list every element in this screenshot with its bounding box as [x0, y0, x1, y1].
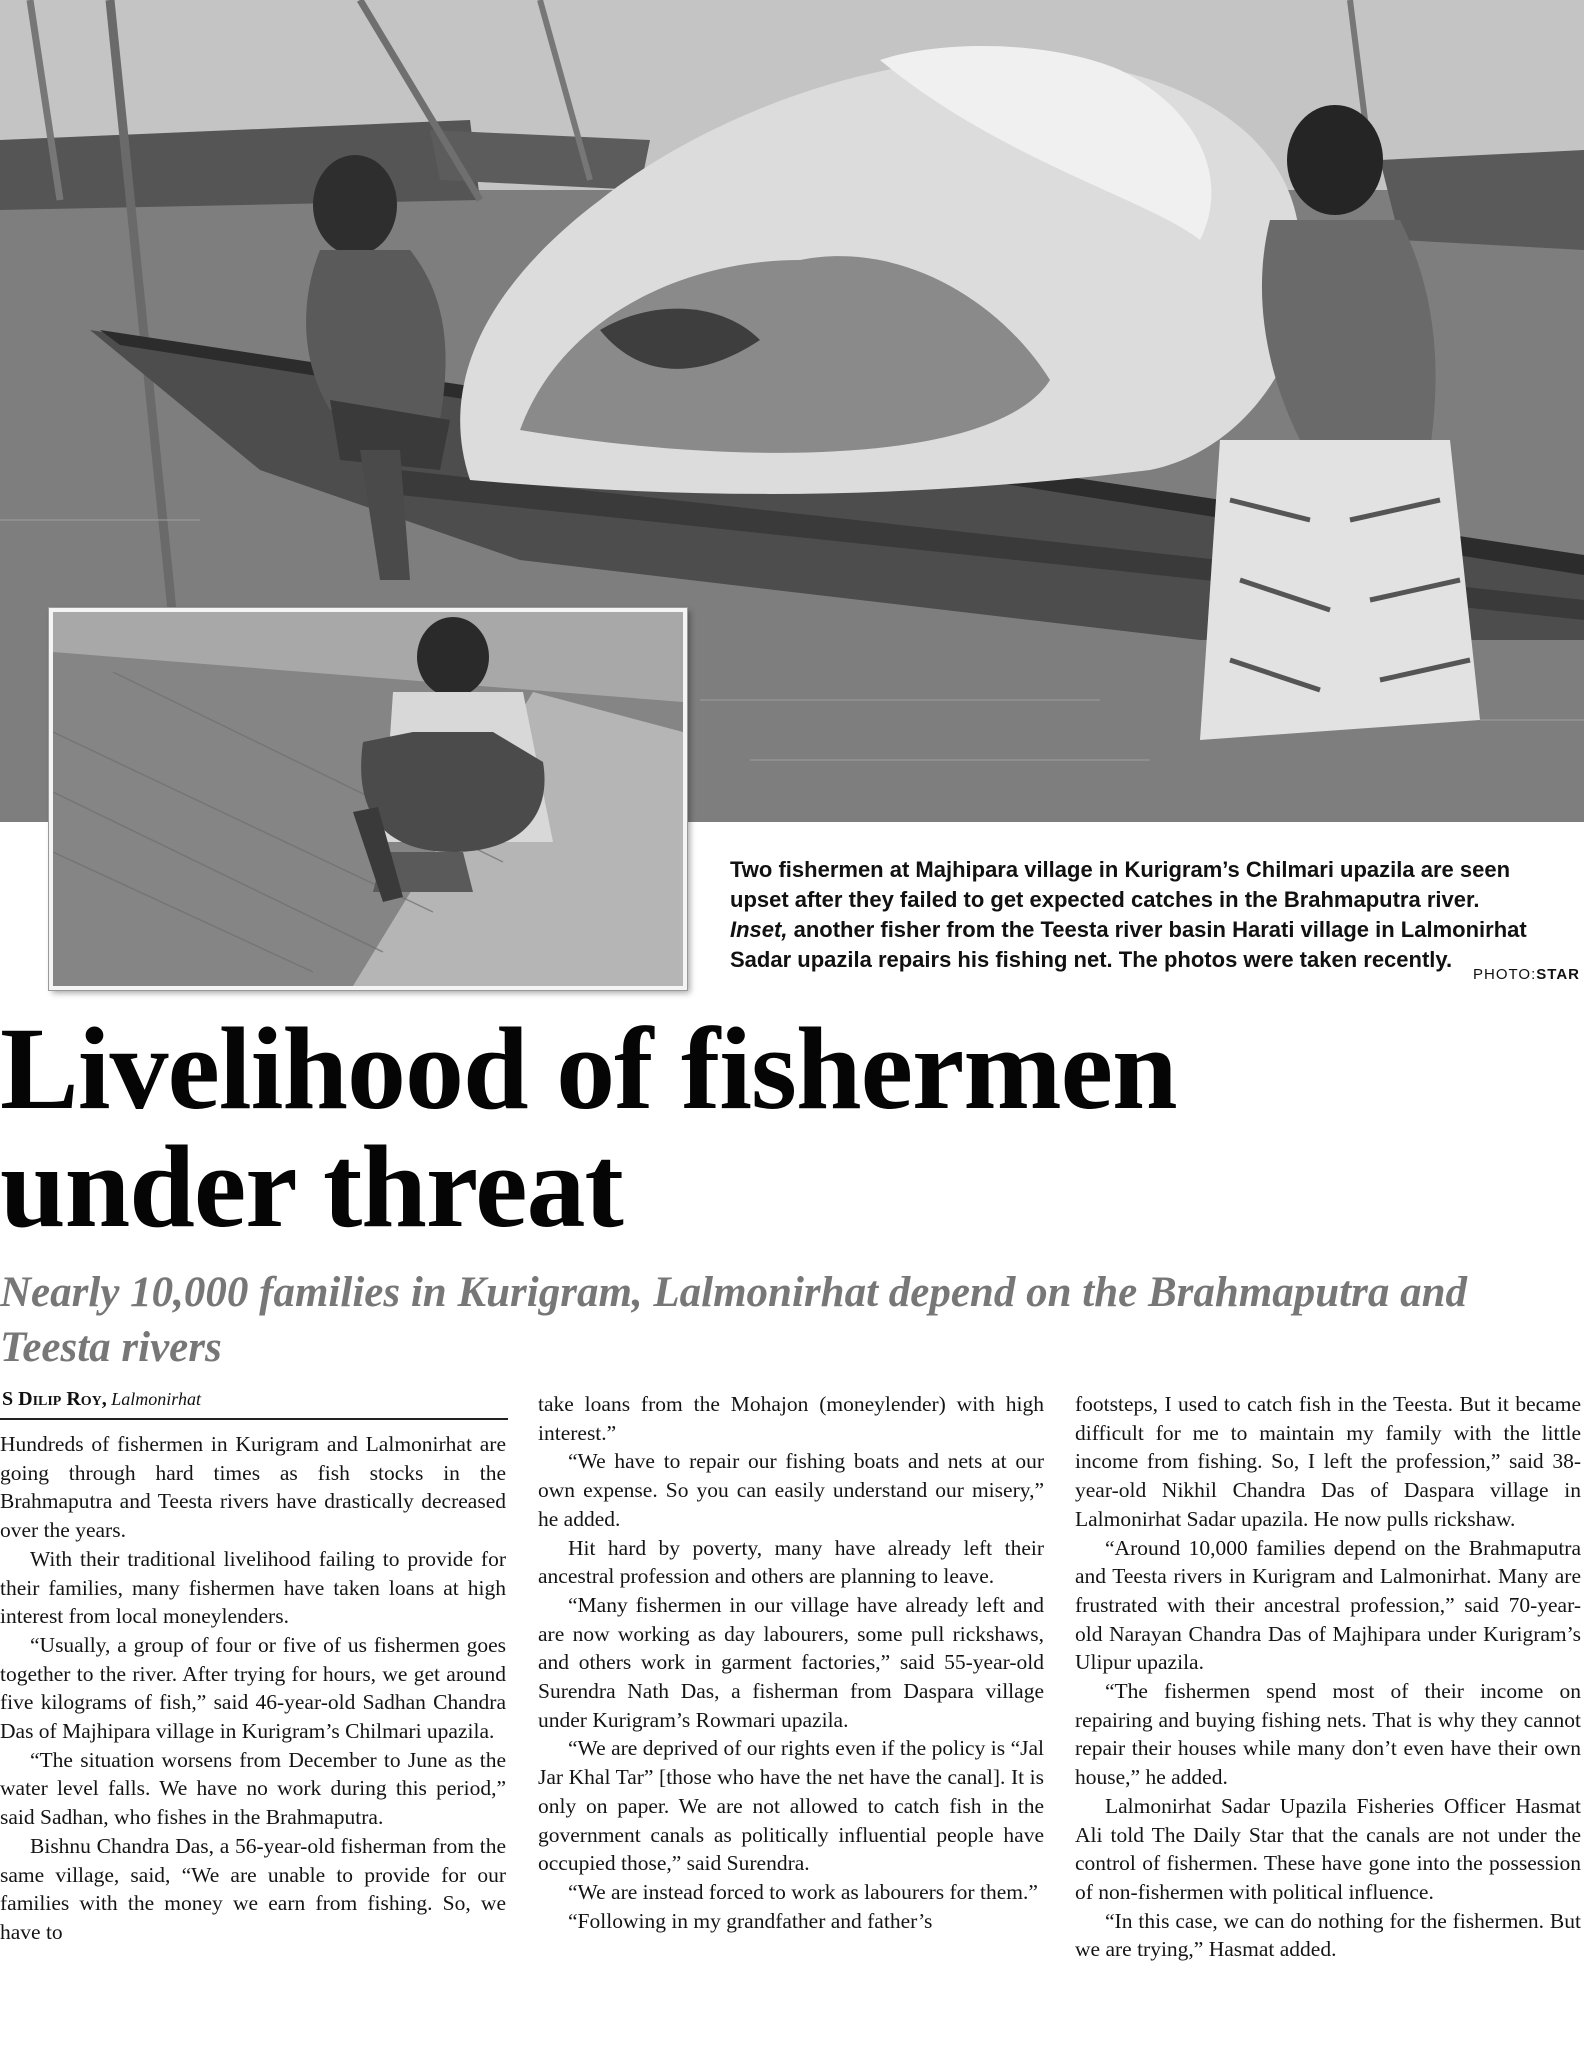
caption-text-part2: another fisher from the Teesta river basin Harati village in Lalmonirhat Sadar upazila repairs his fishing net. The photos were taken recently.: [730, 917, 1527, 972]
photo-credit-prefix: PHOTO:: [1473, 966, 1537, 983]
inset-photo-drawing: [53, 612, 683, 986]
byline-divider: [0, 1418, 508, 1420]
photo-caption: [730, 855, 1530, 975]
subheadline: Nearly 10,000 families in Kurigram, Lalmonirhat depend on the Brahmaputra and Teesta rivers: [0, 1269, 1467, 1371]
article-paragraph: “The situation worsens from December to June as the water level falls. We have no work during this period,” said Sadhan, who fishes in the Brahmaputra.: [0, 1747, 506, 1830]
byline-author: S Dilip Roy,: [2, 1388, 107, 1410]
article-paragraph: Hit hard by poverty, many have already left their ancestral profession and others are planning to leave.: [538, 1535, 1044, 1589]
headline: [0, 1003, 1584, 1252]
article-paragraph: “Usually, a group of four or five of us fishermen goes together to the river. After trying for hours, we get around five kilograms of fish,” said 46-year-old Sadhan Chandra Das of Majhipara village in Kurigram’s Chilmari upazila.: [0, 1632, 506, 1744]
article-paragraph: take loans from the Mohajon (moneylender) with high interest.”: [538, 1392, 1044, 1445]
article-column-2: [538, 1390, 1044, 1935]
article-paragraph: Lalmonirhat Sadar Upazila Fisheries Officer Hasmat Ali told The Daily Star that the canals are not under the control of fishermen. These have gone into the possession of non-fishermen with political influence.: [1075, 1793, 1581, 1904]
article-paragraph: “In this case, we can do nothing for the fishermen. But we are trying,” Hasmat added.: [1075, 1908, 1581, 1962]
article-column-1: [0, 1430, 506, 1947]
article-paragraph: With their traditional livelihood failing to provide for their families, many fishermen have taken loans at high interest from local moneylenders.: [0, 1546, 506, 1629]
article-paragraph: footsteps, I used to catch fish in the Teesta. But it became difficult for me to maintain my family with the little income from fishing. So, I left the profession,” said 38-year-old Nikhil Chandra Das of Daspara village in Lalmonirhat Sadar upazila. He now pulls rickshaw.: [1075, 1392, 1581, 1531]
photo-credit: [1473, 966, 1580, 983]
article-column-3: [1075, 1390, 1581, 1964]
caption-text-part1: Two fishermen at Majhipara village in Kurigram’s Chilmari upazila are seen upset after they failed to get expected catches in the Brahmaputra river.: [730, 857, 1511, 912]
article-paragraph: “We have to repair our fishing boats and nets at our own expense. So you can easily understand our misery,” he added.: [538, 1449, 1044, 1531]
article-paragraph: Hundreds of fishermen in Kurigram and Lalmonirhat are going through hard times as fish stocks in the Brahmaputra and Teesta rivers have drastically decreased over the years.: [0, 1432, 506, 1543]
article-paragraph: “We are deprived of our rights even if the policy is “Jal Jar Khal Tar” [those who have the net have the canal]. It is only on paper. We are not allowed to catch fish in the government canals as politically influential people have occupied those,” said Surendra.: [538, 1736, 1044, 1876]
byline: [2, 1388, 201, 1411]
article-paragraph: “Around 10,000 families depend on the Brahmaputra and Teesta rivers in Kurigram and Lalmonirhat. Many are frustrated with their ancestral profession,” said 70-year-old Narayan Chandra Das of Majhipara under Kurigram’s Ulipur upazila.: [1075, 1535, 1581, 1675]
headline-line2: under threat: [0, 1121, 623, 1252]
byline-location: Lalmonirhat: [111, 1389, 201, 1409]
article-paragraph: “Following in my grandfather and father’s: [568, 1908, 933, 1933]
article-paragraph: “We are instead forced to work as labourers for them.”: [568, 1879, 1038, 1904]
caption-inset-label: Inset,: [730, 917, 788, 942]
headline-line1: Livelihood of fishermen: [0, 1003, 1177, 1134]
article-paragraph: “Many fishermen in our village have already left and are now working as day labourers, some pull rickshaws, and others work in garment factories,” said 55-year-old Surendra Nath Das, a fisherman from Daspara village under Kurigram’s Rowmari upazila.: [538, 1592, 1044, 1732]
photo-credit-source: STAR: [1536, 966, 1580, 983]
inset-photo: [49, 608, 687, 990]
article-paragraph: Bishnu Chandra Das, a 56-year-old fisherman from the same village, said, “We are unable to provide for our families with the money we earn from fishing. So, we have to: [0, 1833, 506, 1944]
article-paragraph: “The fishermen spend most of their income on repairing and buying fishing nets. That is why they cannot repair their houses while many don’t even have their own house,” he added.: [1075, 1679, 1581, 1790]
